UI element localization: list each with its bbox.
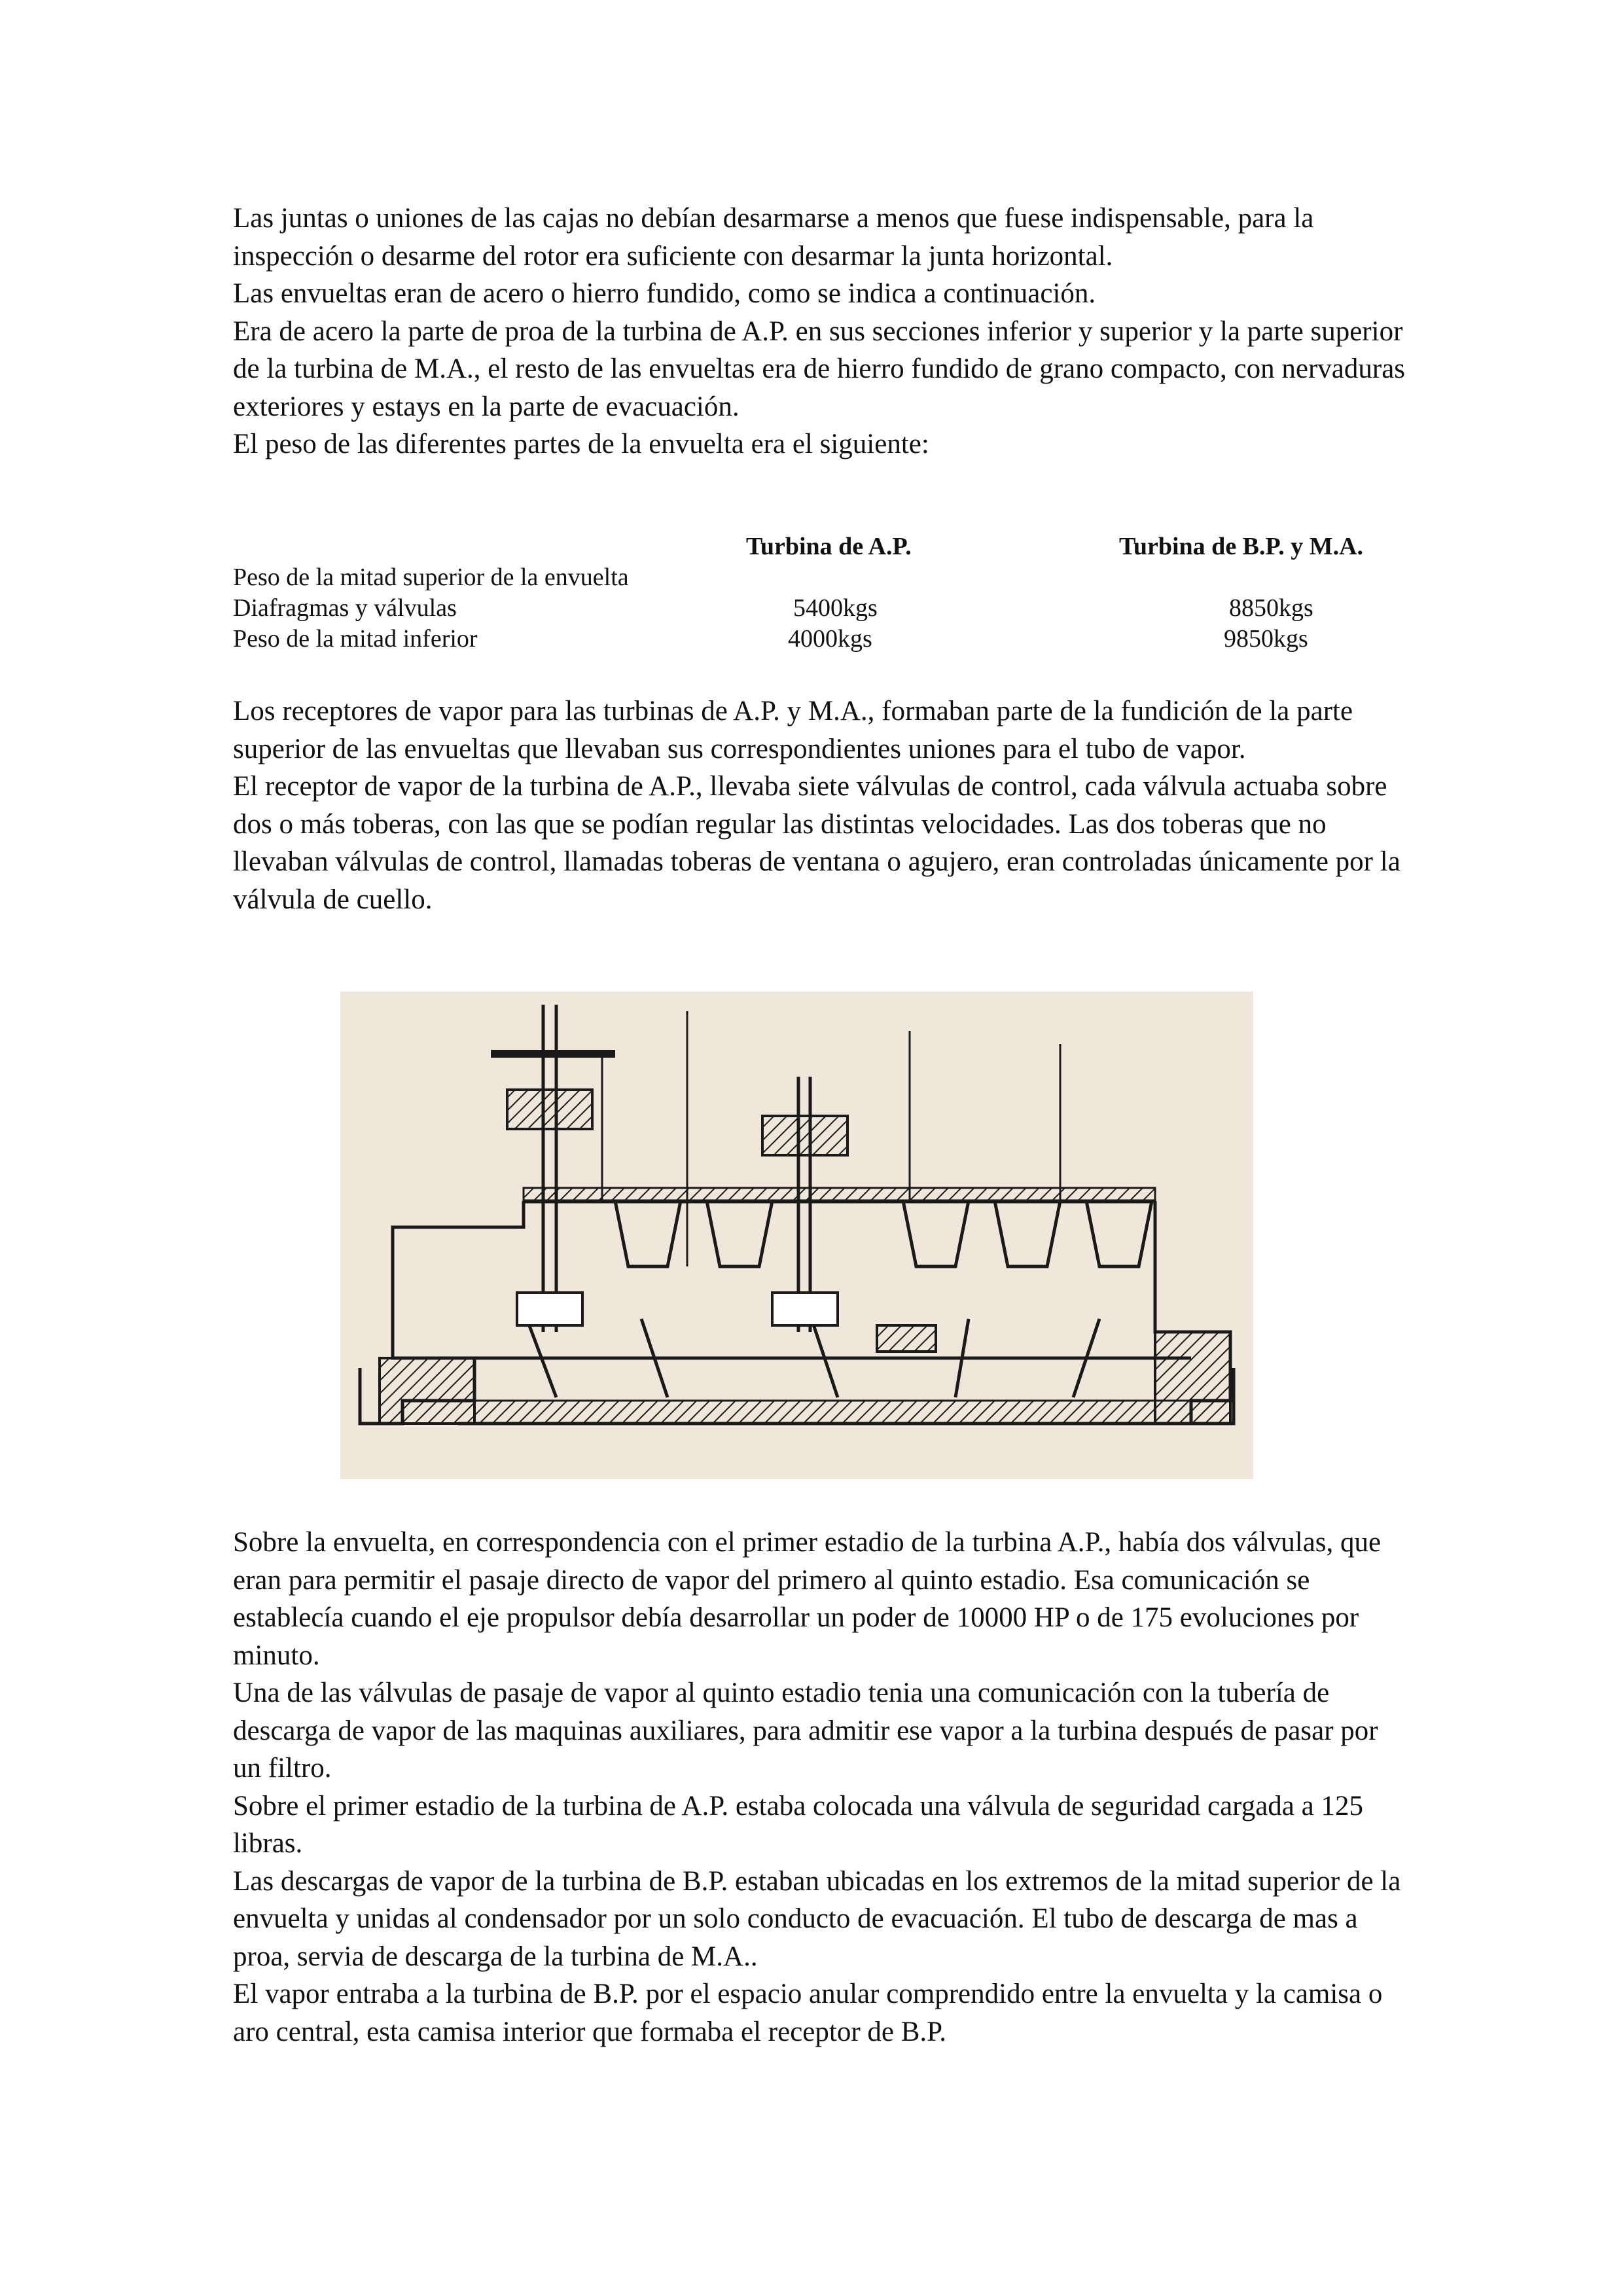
- paragraph: Sobre el primer estadio de la turbina de A.P. estaba colocada una válvula de seguridad cargada a 125 libras.: [233, 1790, 1363, 1859]
- row-label: Diafragmas y válvulas: [233, 594, 457, 622]
- column-header-bp: Turbina de B.P. y M.A.: [1119, 533, 1364, 560]
- middle-text: [233, 692, 1411, 918]
- column-header-ap: Turbina de A.P.: [746, 533, 912, 560]
- paragraph: Una de las válvulas de pasaje de vapor al quinto estadio tenia una comunicación con la tubería de descarga de vapor de las maquinas auxiliares, para admitir ese vapor a la turbina después de pasar por un filtro.: [233, 1677, 1378, 1784]
- cell-value: 8850kgs: [1229, 594, 1313, 622]
- cell-value: 4000kgs: [788, 625, 872, 653]
- intro-text: [233, 200, 1411, 463]
- row-label: Peso de la mitad superior de la envuelta: [233, 564, 629, 591]
- lower-text: [233, 1524, 1411, 2051]
- paragraph: El vapor entraba a la turbina de B.P. por el espacio anular comprendido entre la envuelta y la camisa o aro central, esta camisa interior que formaba el receptor de B.P.: [233, 1979, 1383, 2047]
- cell-value: 5400kgs: [793, 594, 878, 622]
- paragraph: Las envueltas eran de acero o hierro fundido, como se indica a continuación.: [233, 278, 1096, 309]
- paragraph: Sobre la envuelta, en correspondencia con el primer estadio de la turbina A.P., había dos válvulas, que eran para permitir el pasaje directo de vapor del primero al quinto estadio. Esa comunicación se establecía cuando el eje propulsor debía desarrollar un poder de 10000 HP o de 175 evoluciones por minuto.: [233, 1527, 1382, 1671]
- paragraph: El receptor de vapor de la turbina de A.P., llevaba siete válvulas de control, cada válvula actuaba sobre dos o más toberas, con las que se podían regular las distintas velocidades. Las dos toberas que no llevaban válvulas de control, llamadas toberas de ventana o agujero, eran controladas únicamente por la válvula de cuello.: [233, 771, 1400, 915]
- paragraph: Las juntas o uniones de las cajas no debían desarmarse a menos que fuese indispensable, para la inspección o desarme del rotor era suficiente con desarmar la junta horizontal.: [233, 203, 1314, 272]
- cell-value: 9850kgs: [1224, 625, 1308, 653]
- paragraph: Era de acero la parte de proa de la turbina de A.P. en sus secciones inferior y superior y la parte superior de la turbina de M.A., el resto de las envueltas era de hierro fundido de grano compacto, con nervaduras exteriores y estays en la parte de evacuación.: [233, 315, 1406, 422]
- paragraph: El peso de las diferentes partes de la envuelta era el siguiente:: [233, 429, 929, 459]
- paragraph: Las descargas de vapor de la turbina de B.P. estaban ubicadas en los extremos de la mitad superior de la envuelta y unidas al condensador por un solo conducto de evacuación. El tubo de descarga de mas a proa, servia de descarga de la turbina de M.A..: [233, 1865, 1401, 1972]
- paragraph: Los receptores de vapor para las turbinas de A.P. y M.A., formaban parte de la fundición de la parte superior de las envueltas que llevaban sus correspondientes uniones para el tubo de vapor.: [233, 696, 1353, 764]
- turbine-section-diagram: [340, 992, 1253, 1479]
- row-label: Peso de la mitad inferior: [233, 625, 478, 653]
- turbine-valve-drawing: [340, 992, 1253, 1479]
